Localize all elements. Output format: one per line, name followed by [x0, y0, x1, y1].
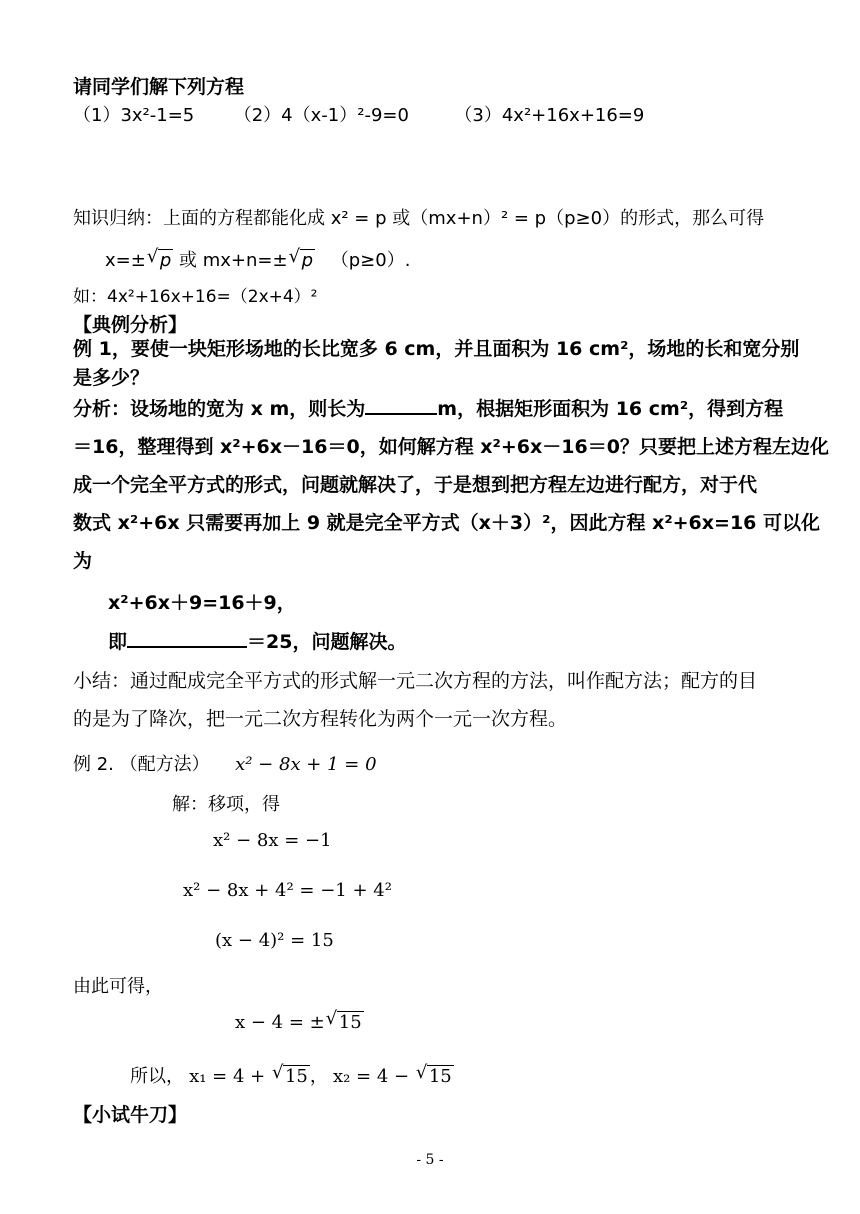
section-typical-examples: 【典例分析】: [73, 314, 188, 336]
ji-result: ＝25，问题解决。: [247, 630, 407, 653]
example-1-line-1: 例 1，要使一块矩形场地的长比宽多 6 cm，并且面积为 16 cm²，场地的长和宽分别: [73, 338, 800, 360]
example-2-solution-label: 解：移项，得: [172, 794, 280, 815]
step-4: [235, 1008, 364, 1033]
sqrt-15-c: 15: [428, 1066, 452, 1087]
summary-or: 或 mx+n=±: [173, 250, 288, 271]
analysis-line-4: 数式 x²+6x 只需要再加上 9 就是完全平方式（x＋3）²，因此方程 x²+6x=16 可以化: [73, 512, 821, 534]
exercise-prompt: 请同学们解下列方程: [73, 76, 245, 98]
equation-1: （1）3x²-1=5: [73, 105, 195, 126]
therefore-label: 由此可得，: [73, 976, 163, 997]
sqrt-symbol: √ 15: [271, 1062, 308, 1087]
sqrt-symbol: √ 15: [325, 1008, 362, 1033]
final-label: 所以，: [130, 1066, 184, 1087]
answer-blank-square: [127, 626, 247, 648]
answer-blank-length: [365, 393, 437, 415]
sqrt-symbol: √ p: [288, 246, 313, 271]
equation-3: （3）4x²+16x+16=9: [454, 105, 645, 126]
summary-line-1: 知识归纳：上面的方程都能化成 x² = p 或（mx+n）² = p（p≥0）的形式，那么可得: [73, 208, 765, 229]
step-1: x² − 8x = −1: [213, 830, 332, 851]
conclusion-line-2: 的是为了降次，把一元二次方程转化为两个一元一次方程。: [73, 708, 568, 730]
sqrt-15-b: 15: [284, 1066, 308, 1087]
example-2-heading: [73, 750, 377, 776]
example-2-equation: x² − 8x + 1 = 0: [235, 754, 377, 775]
summary-condition: （p≥0）.: [330, 250, 411, 271]
analysis-line-2: ＝16，整理得到 x²+6x－16＝0，如何解方程 x²+6x－16＝0？只要把上述方程左边化: [73, 436, 829, 458]
step-4-lhs: x − 4 = ±: [235, 1012, 325, 1033]
equation-list: [73, 101, 644, 127]
summary-x-equals: x=±: [105, 250, 146, 271]
section-try: 【小试牛刀】: [73, 1104, 188, 1126]
example-2-label: 例 2. （配方法）: [73, 754, 210, 775]
final-separator: ，: [309, 1066, 328, 1087]
equation-2: （2）4（x-1）²-9=0: [233, 105, 409, 126]
analysis-line-5: 为: [73, 550, 93, 572]
page-number: - 5 -: [416, 1152, 444, 1168]
analysis-text-a: 分析：设场地的宽为 x m，则长为: [73, 397, 366, 420]
final-x2: x₂ = 4 −: [332, 1066, 415, 1087]
summary-example: 如：4x²+16x+16=（2x+4）²: [73, 287, 318, 307]
sqrt-15-a: 15: [338, 1012, 362, 1033]
sqrt-p-2: p: [301, 250, 313, 271]
step-3: (x − 4)² = 15: [215, 930, 334, 951]
analysis-text-b: m，根据矩形面积为 16 cm²，得到方程: [437, 397, 784, 420]
analysis-line-1: [73, 393, 783, 421]
sqrt-symbol: √ p: [146, 246, 172, 271]
final-answer: [130, 1062, 454, 1088]
analysis-equation: x²+6x＋9=16＋9，: [108, 592, 296, 614]
example-1-line-2: 是多少？: [73, 367, 150, 389]
analysis-line-3: 成一个完全平方式的形式，问题就解决了，于是想到把方程左边进行配方，对于代: [73, 474, 758, 496]
ji-label: 即: [108, 630, 128, 653]
analysis-ji-line: [108, 626, 406, 654]
conclusion-line-1: 小结：通过配成完全平方式的形式解一元二次方程的方法，叫作配方法；配方的目: [73, 670, 758, 692]
sqrt-symbol: √ 15: [415, 1062, 452, 1087]
sqrt-p-1: p: [159, 250, 172, 271]
step-2: x² − 8x + 4² = −1 + 4²: [183, 880, 392, 901]
summary-line-2: [105, 246, 410, 272]
final-x1: x₁ = 4 +: [189, 1066, 271, 1087]
